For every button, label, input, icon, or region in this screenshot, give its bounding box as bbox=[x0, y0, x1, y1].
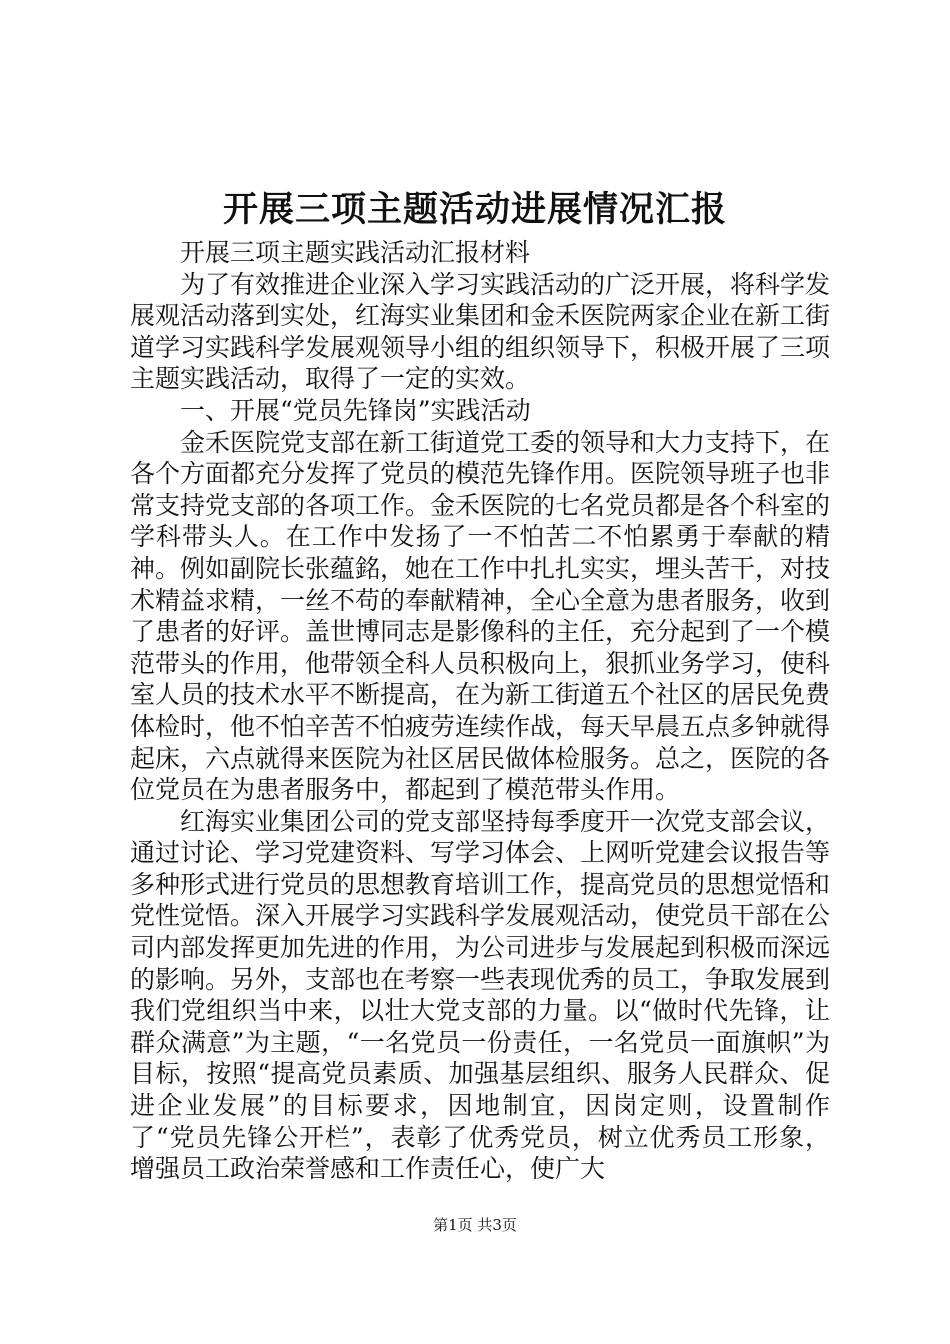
document-body bbox=[130, 237, 830, 1185]
document-title: 开展三项主题活动进展情况汇报 bbox=[222, 189, 727, 230]
section-heading-1: 一、开展“党员先锋岗”实践活动 bbox=[180, 395, 531, 425]
paragraph-subtitle: 开展三项主题实践活动汇报材料 bbox=[180, 238, 531, 267]
paragraph-hospital: 金禾医院党支部在新工街道党工委的领导和大力支持下，在各个方面都充分发挥了党员的模范先锋作用。医院领导班子也非常支持党支部的各项工作。金禾医院的七名党员都是各个科室的学科带头人。在工作中发扬了一不怕苦二不怕累勇于奉献的精神。例如副院长张蕴銘，她在工作中扎扎实实，埋头苦干，对技术精益求精，一丝不苟的奉献精神，全心全意为患者服务，收到了患者的好评。盖世博同志是影像科的主任，充分起到了一个模范带头的作用，他带领全科人员积极向上，狠抓业务学习，使科室人员的技术水平不断提高，在为新工街道五个社区的居民免费体检时，他不怕辛苦不怕疲劳连续作战，每天早晨五点多钟就得起床，六点就得来医院为社区居民做体检服务。总之，医院的各位党员在为患者服务中，都起到了模范带头作用。 bbox=[130, 427, 831, 805]
paragraph-group: 红海实业集团公司的党支部坚持每季度开一次党支部会议，通过讨论、学习党建资料、写学习体会、上网听党建会议报告等多种形式进行党员的思想教育培训工作，提高党员的思想觉悟和党性觉悟。深入开展学习实践科学发展观活动，使党员干部在公司内部发挥更加先进的作用，为公司进步与发展起到积极而深远的影响。另外，支部也在考察一些表现优秀的员工，争取发展到我们党组织当中来，以壮大党支部的力量。以“做时代先锋，让群众满意”为主题，“一名党员一份责任，一名党员一面旗帜”为目标，按照“提高党员素质、加强基层组织、服务人民群众、促进企业发展”的目标要求，因地制宜，因岗定则，设置制作了“党员先锋公开栏”，表彰了优秀党员，树立优秀员工形象，增强员工政治荣誉感和工作责任心，使广大 bbox=[130, 806, 831, 1184]
page-number: 第1页 共3页 bbox=[433, 1216, 517, 1234]
paragraph-intro: 为了有效推进企业深入学习实践活动的广泛开展，将科学发展观活动落到实处，红海实业集团和金禾医院两家企业在新工街道学习实践科学发展观领导小组的组织领导下，积极开展了三项主题实践活动，取得了一定的实效。 bbox=[130, 269, 831, 394]
